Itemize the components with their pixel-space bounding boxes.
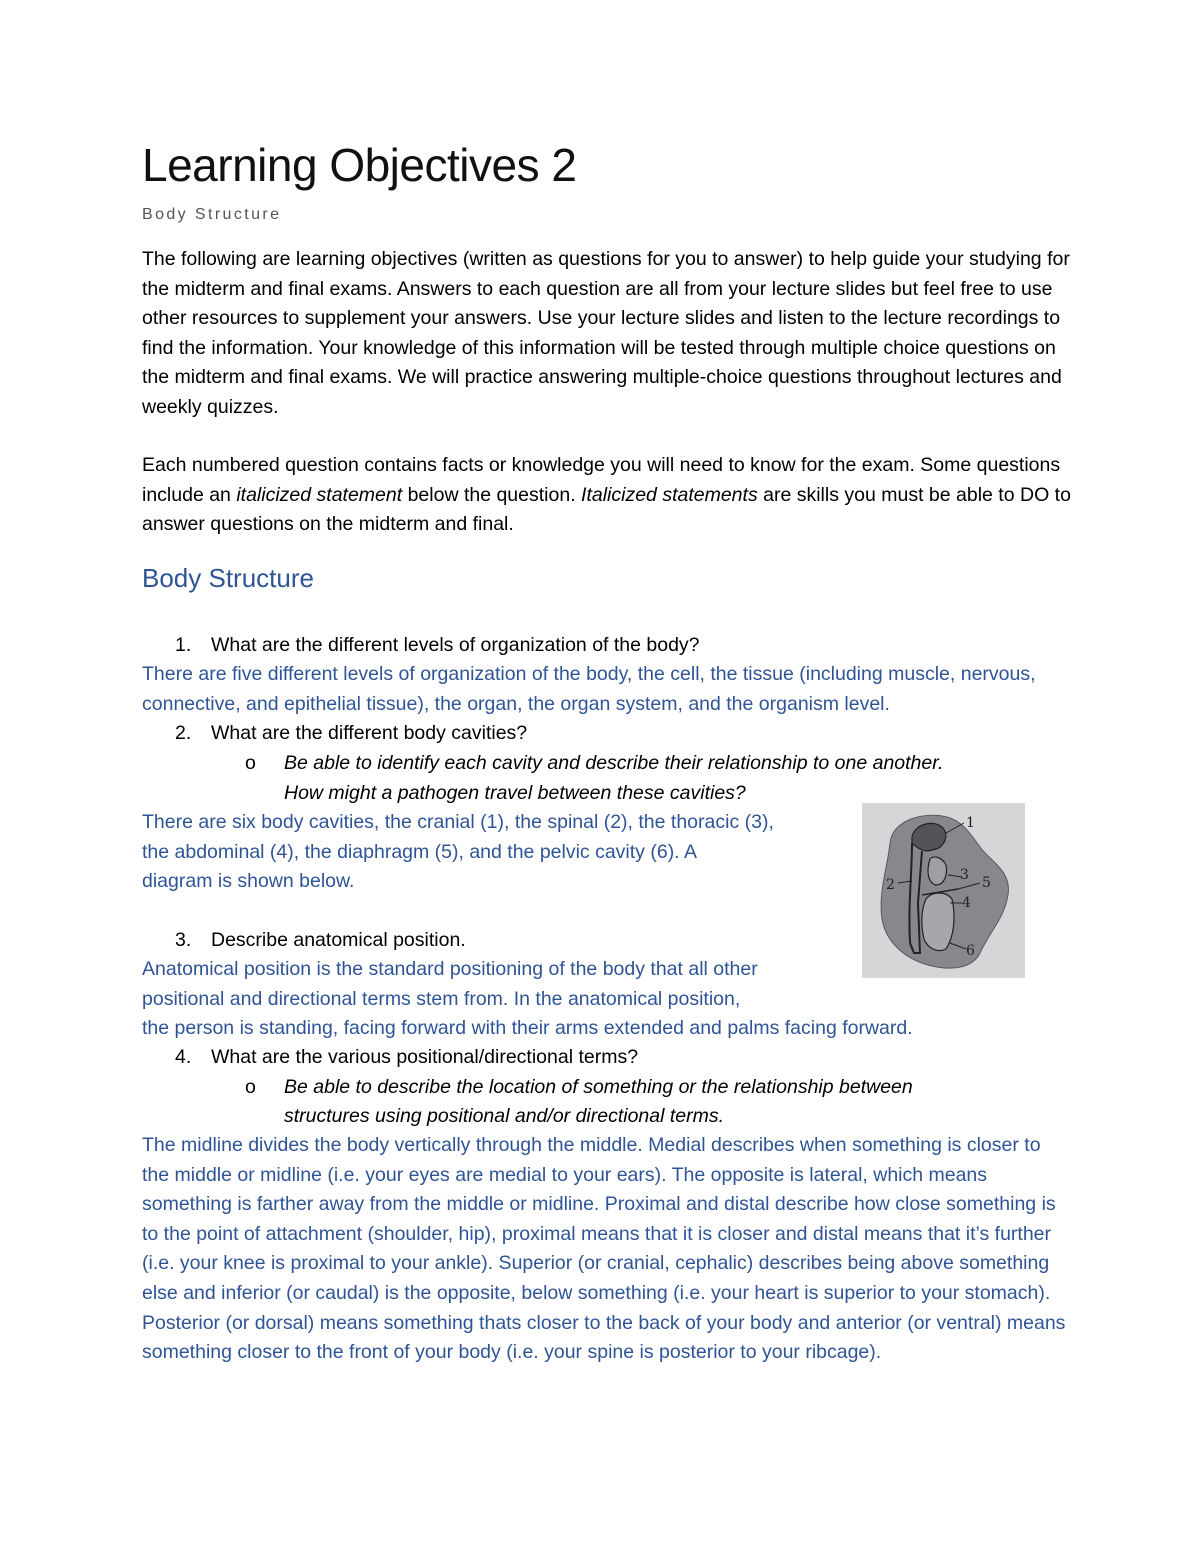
intro-text: Each numbered question contains facts or knowledge you will need to know for the exam. Some questions include an bbox=[142, 454, 1061, 506]
question-4 bbox=[175, 1043, 638, 1073]
answer-2-line-3: diagram is shown below. bbox=[142, 870, 355, 892]
intro-text: below the question. bbox=[402, 483, 582, 506]
intro-paragraph-2 bbox=[142, 451, 1072, 540]
skill-text-line: structures using positional and/or directional terms. bbox=[284, 1105, 725, 1127]
question-3 bbox=[175, 926, 466, 956]
answer-3-line-3: the person is standing, facing forward with their arms extended and palms facing forward. bbox=[142, 1017, 913, 1039]
answer-2-line-2: the abdominal (4), the diaphragm (5), and the pelvic cavity (6). A bbox=[142, 841, 697, 863]
diagram-label: 3 bbox=[960, 867, 969, 883]
bullet-marker: o bbox=[245, 752, 256, 774]
diagram-label: 4 bbox=[962, 895, 971, 911]
section-heading: Body Structure bbox=[142, 563, 314, 593]
intro-paragraph-1: The following are learning objectives (written as questions for you to answer) to help guide your studying for the midterm and final exams. Answers to each question are all from your lecture slides but feel free to use other resources to supplement your answers. Use your lecture slides and listen to the lecture recordings to find the information. Your knowledge of this information will be tested through multiple choice questions on the midterm and final exams. We will practice answering multiple-choice questions throughout lectures and weekly quizzes. bbox=[142, 248, 1070, 418]
question-number: 3. bbox=[175, 929, 192, 951]
question-text: What are the different levels of organization of the body? bbox=[211, 634, 700, 656]
question-number: 4. bbox=[175, 1046, 192, 1068]
body-cavities-diagram bbox=[862, 803, 1025, 978]
bullet-marker: o bbox=[245, 1076, 256, 1098]
skill-text-line: How might a pathogen travel between these cavities? bbox=[284, 782, 746, 804]
answer-4: The midline divides the body vertically through the middle. Medial describes when something is closer to the middle or midline (i.e. your eyes are medial to your ears). The opposite is lateral, which means something is farther away from the middle or midline. Proximal and distal describe how close something is to the point of attachment (shoulder, hip), proximal means that it is closer and distal means that it’s further (i.e. your knee is proximal to your ankle). Superior (or cranial, cephalic) describes being above something else and inferior (or caudal) is the opposite, below something (i.e. your heart is superior to your stomach). Posterior (or dorsal) means something thats closer to the back of your body and anterior (or ventral) means something closer to the front of your body (i.e. your spine is posterior to your ribcage). bbox=[142, 1134, 1066, 1364]
skill-text-line: Be able to describe the location of something or the relationship between bbox=[284, 1076, 913, 1098]
body-cavities-sketch bbox=[862, 803, 1025, 978]
question-number: 2. bbox=[175, 722, 192, 744]
question-1 bbox=[175, 631, 700, 661]
intro-italic: italicized statement bbox=[236, 483, 403, 506]
answer-1: There are five different levels of organization of the body, the cell, the tissue (including muscle, nervous, connective, and epithelial tissue), the organ, the organ system, and the organism level. bbox=[142, 663, 1036, 715]
diagram-label: 1 bbox=[966, 815, 975, 831]
question-text: What are the different body cavities? bbox=[211, 722, 528, 744]
answer-3-line-2: positional and directional terms stem from. In the anatomical position, bbox=[142, 988, 741, 1010]
page-subtitle: Body Structure bbox=[142, 206, 282, 223]
intro-italic: Italicized statements bbox=[581, 483, 758, 506]
diagram-label: 2 bbox=[886, 877, 895, 893]
question-2 bbox=[175, 719, 527, 749]
answer-3-line-1: Anatomical position is the standard positioning of the body that all other bbox=[142, 958, 758, 980]
page-title: Learning Objectives 2 bbox=[142, 139, 577, 191]
question-text: Describe anatomical position. bbox=[211, 929, 466, 951]
skill-text-line: Be able to identify each cavity and describe their relationship to one another. bbox=[284, 752, 944, 774]
intro-text: are skills you must be able to DO to answer questions on the midterm and final. bbox=[142, 483, 1071, 536]
answer-2-line-1: There are six body cavities, the cranial (1), the spinal (2), the thoracic (3), bbox=[142, 811, 774, 833]
question-number: 1. bbox=[175, 634, 192, 656]
question-text: What are the various positional/directional terms? bbox=[211, 1046, 639, 1068]
diagram-label: 6 bbox=[966, 943, 975, 959]
diagram-label: 5 bbox=[982, 875, 991, 891]
